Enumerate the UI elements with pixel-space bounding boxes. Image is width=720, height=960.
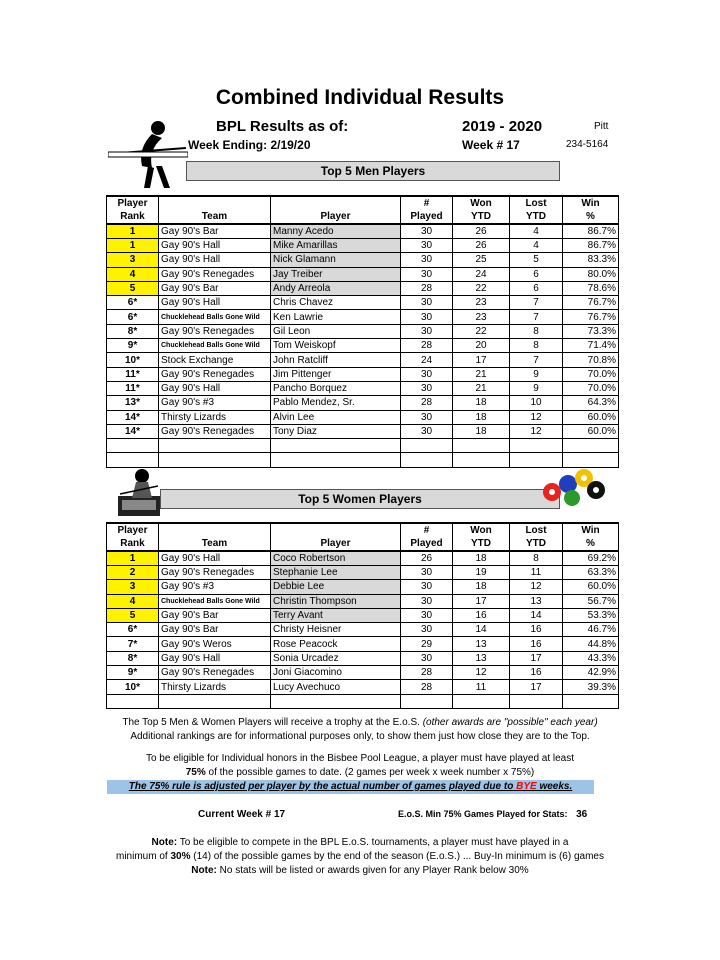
player-rank: 7* xyxy=(107,637,159,651)
note1-line2b: (14) of the possible games by the end of the season (E.o.S.) ... Buy-In minimum is (6) games xyxy=(193,851,604,862)
table-row xyxy=(107,310,619,324)
games-lost: 10 xyxy=(510,396,563,410)
col-lost-top: Lost xyxy=(510,523,563,537)
col-rank-bottom: Rank xyxy=(107,537,159,551)
win-percent: 70.0% xyxy=(563,381,619,395)
team-name: Chucklehead Balls Gone Wild xyxy=(159,594,271,608)
table-row xyxy=(107,353,619,367)
games-lost: 7 xyxy=(510,310,563,324)
games-won: 13 xyxy=(453,651,510,665)
games-won xyxy=(453,694,510,708)
player-rank: 10* xyxy=(107,353,159,367)
player-name: John Ratcliff xyxy=(271,353,401,367)
games-lost: 14 xyxy=(510,608,563,622)
games-played: 30 xyxy=(401,224,453,239)
win-percent: 56.7% xyxy=(563,594,619,608)
team-name xyxy=(159,439,271,453)
win-percent: 86.7% xyxy=(563,239,619,253)
team-name: Stock Exchange xyxy=(159,353,271,367)
player-rank: 9* xyxy=(107,666,159,680)
games-played: 30 xyxy=(401,566,453,580)
week-ending-label: Week Ending: 2/19/20 xyxy=(188,138,311,152)
table-row xyxy=(107,224,619,239)
games-lost: 16 xyxy=(510,666,563,680)
team-name: Gay 90's Hall xyxy=(159,381,271,395)
games-played: 30 xyxy=(401,253,453,267)
games-won: 24 xyxy=(453,267,510,281)
games-won: 26 xyxy=(453,239,510,253)
team-name: Gay 90's Renegades xyxy=(159,324,271,338)
min-games xyxy=(398,809,587,820)
team-name: Chucklehead Balls Gone Wild xyxy=(159,339,271,353)
player-rank: 9* xyxy=(107,339,159,353)
player-rank xyxy=(107,439,159,453)
player-name: Joni Giacomino xyxy=(271,666,401,680)
col-lost-bottom: YTD xyxy=(510,210,563,224)
team-name: Gay 90's Bar xyxy=(159,224,271,239)
team-name: Gay 90's Weros xyxy=(159,637,271,651)
player-rank: 1 xyxy=(107,224,159,239)
col-won-top: Won xyxy=(453,523,510,537)
contact-name: Pitt xyxy=(594,121,609,132)
player-rank: 6* xyxy=(107,623,159,637)
men-results-table xyxy=(106,195,619,468)
week-number-label: Week # 17 xyxy=(462,138,520,152)
games-played: 30 xyxy=(401,651,453,665)
trophy-note-text: The Top 5 Men & Women Players will receive a trophy at the E.o.S. xyxy=(122,717,420,728)
current-week xyxy=(198,809,285,820)
table-row xyxy=(107,253,619,267)
pool-player-illustration xyxy=(108,118,188,190)
table-row xyxy=(107,637,619,651)
pool-balls-icon xyxy=(540,466,608,506)
games-won: 13 xyxy=(453,637,510,651)
player-name: Pablo Mendez, Sr. xyxy=(271,396,401,410)
woman-player-illustration xyxy=(118,468,160,518)
team-name: Gay 90's #3 xyxy=(159,580,271,594)
win-percent: 76.7% xyxy=(563,310,619,324)
win-percent: 53.3% xyxy=(563,608,619,622)
player-name: Tony Diaz xyxy=(271,424,401,438)
games-lost: 7 xyxy=(510,353,563,367)
player-name xyxy=(271,453,401,467)
games-played: 30 xyxy=(401,608,453,622)
table-row xyxy=(107,580,619,594)
games-lost: 5 xyxy=(510,253,563,267)
player-name: Lucy Avechuco xyxy=(271,680,401,694)
col-player: Player xyxy=(271,537,401,551)
table-row xyxy=(107,608,619,622)
games-played: 28 xyxy=(401,281,453,295)
table-row xyxy=(107,680,619,694)
table-row xyxy=(107,623,619,637)
col-win-bottom: % xyxy=(563,537,619,551)
player-rank: 13* xyxy=(107,396,159,410)
win-percent: 60.0% xyxy=(563,424,619,438)
games-won: 18 xyxy=(453,424,510,438)
col-played-top: # xyxy=(401,523,453,537)
col-won-bottom: YTD xyxy=(453,537,510,551)
games-lost: 12 xyxy=(510,424,563,438)
games-lost: 7 xyxy=(510,296,563,310)
player-rank: 11* xyxy=(107,367,159,381)
games-played xyxy=(401,694,453,708)
bye-rule-banner xyxy=(107,780,594,794)
games-played: 30 xyxy=(401,594,453,608)
games-lost: 4 xyxy=(510,224,563,239)
eligibility-line1: To be eligible for Individual honors in the Bisbee Pool League, a player must have played at least xyxy=(145,753,575,764)
col-win-top: Win xyxy=(563,523,619,537)
table-row xyxy=(107,367,619,381)
table-row xyxy=(107,339,619,353)
games-lost: 12 xyxy=(510,580,563,594)
player-name: Pancho Borquez xyxy=(271,381,401,395)
player-rank: 11* xyxy=(107,381,159,395)
games-won: 21 xyxy=(453,367,510,381)
player-name: Stephanie Lee xyxy=(271,566,401,580)
col-rank-bottom: Rank xyxy=(107,210,159,224)
games-played: 30 xyxy=(401,267,453,281)
player-name: Alvin Lee xyxy=(271,410,401,424)
player-name: Nick Glamann xyxy=(271,253,401,267)
team-name: Chucklehead Balls Gone Wild xyxy=(159,310,271,324)
games-lost: 16 xyxy=(510,637,563,651)
team-name: Gay 90's Hall xyxy=(159,551,271,566)
games-lost: 9 xyxy=(510,381,563,395)
win-percent: 70.8% xyxy=(563,353,619,367)
player-rank: 4 xyxy=(107,594,159,608)
player-name xyxy=(271,439,401,453)
col-played-top: # xyxy=(401,196,453,210)
games-won: 11 xyxy=(453,680,510,694)
note1-label: Note: xyxy=(151,837,178,848)
table-row xyxy=(107,566,619,580)
table-row xyxy=(107,694,619,708)
current-week-value: 17 xyxy=(273,809,286,820)
col-win-top: Win xyxy=(563,196,619,210)
games-played: 24 xyxy=(401,353,453,367)
trophy-note-aside: (other awards are "possible" each year) xyxy=(422,717,598,728)
games-won: 18 xyxy=(453,396,510,410)
games-won xyxy=(453,439,510,453)
win-percent: 73.3% xyxy=(563,324,619,338)
team-name: Gay 90's Bar xyxy=(159,281,271,295)
games-lost: 12 xyxy=(510,410,563,424)
games-won: 18 xyxy=(453,580,510,594)
player-name: Jay Treiber xyxy=(271,267,401,281)
player-name: Christy Heisner xyxy=(271,623,401,637)
player-name: Rose Peacock xyxy=(271,637,401,651)
col-won-top: Won xyxy=(453,196,510,210)
games-played: 30 xyxy=(401,239,453,253)
table-row xyxy=(107,381,619,395)
player-name: Jim Pittenger xyxy=(271,367,401,381)
win-percent: 64.3% xyxy=(563,396,619,410)
trophy-note-line2: Additional rankings are for informational purposes only, to show them just how close they are to the Top. xyxy=(130,731,590,742)
player-rank: 1 xyxy=(107,239,159,253)
eligibility-pct: 75% xyxy=(185,767,206,778)
team-name: Gay 90's Renegades xyxy=(159,424,271,438)
games-lost: 6 xyxy=(510,267,563,281)
note1-line2a: minimum of xyxy=(115,851,168,862)
games-lost: 16 xyxy=(510,623,563,637)
games-played: 30 xyxy=(401,296,453,310)
games-played: 30 xyxy=(401,623,453,637)
win-percent: 76.7% xyxy=(563,296,619,310)
team-name: Gay 90's Hall xyxy=(159,253,271,267)
table-row xyxy=(107,551,619,566)
games-won: 18 xyxy=(453,551,510,566)
player-rank: 3 xyxy=(107,253,159,267)
win-percent: 69.2% xyxy=(563,551,619,566)
player-rank: 5 xyxy=(107,281,159,295)
table-row xyxy=(107,324,619,338)
games-lost: 4 xyxy=(510,239,563,253)
games-won: 19 xyxy=(453,566,510,580)
games-won: 26 xyxy=(453,224,510,239)
games-won: 18 xyxy=(453,410,510,424)
player-rank: 1 xyxy=(107,551,159,566)
player-rank: 3 xyxy=(107,580,159,594)
tournament-note xyxy=(0,836,720,878)
player-rank: 6* xyxy=(107,310,159,324)
player-rank: 14* xyxy=(107,410,159,424)
eligibility-line2: of the possible games to date. (2 games per week x week number x 75%) xyxy=(208,767,535,778)
games-played: 30 xyxy=(401,410,453,424)
games-won: 17 xyxy=(453,353,510,367)
games-won xyxy=(453,453,510,467)
col-played-bottom: Played xyxy=(401,210,453,224)
win-percent: 70.0% xyxy=(563,367,619,381)
current-week-label: Current Week # xyxy=(198,809,272,820)
games-won: 16 xyxy=(453,608,510,622)
win-percent: 44.8% xyxy=(563,637,619,651)
player-rank xyxy=(107,453,159,467)
player-name: Manny Acedo xyxy=(271,224,401,239)
games-lost: 8 xyxy=(510,324,563,338)
player-name: Ken Lawrie xyxy=(271,310,401,324)
win-percent: 63.3% xyxy=(563,566,619,580)
team-name: Gay 90's Hall xyxy=(159,296,271,310)
win-percent xyxy=(563,694,619,708)
win-percent: 78.6% xyxy=(563,281,619,295)
win-percent: 43.3% xyxy=(563,651,619,665)
min-games-value: 36 xyxy=(576,809,588,820)
games-played: 30 xyxy=(401,424,453,438)
team-name: Gay 90's Renegades xyxy=(159,267,271,281)
season-label: 2019 - 2020 xyxy=(462,118,543,135)
games-played: 30 xyxy=(401,324,453,338)
player-rank: 6* xyxy=(107,296,159,310)
player-name xyxy=(271,694,401,708)
table-row xyxy=(107,424,619,438)
player-rank xyxy=(107,694,159,708)
games-lost: 8 xyxy=(510,551,563,566)
player-name: Debbie Lee xyxy=(271,580,401,594)
win-percent xyxy=(563,439,619,453)
note1-text: To be eligible to compete in the BPL E.o.S. tournaments, a player must have played in a xyxy=(179,837,569,848)
team-name: Gay 90's Bar xyxy=(159,608,271,622)
team-name: Gay 90's Renegades xyxy=(159,367,271,381)
player-name: Sonia Urcadez xyxy=(271,651,401,665)
games-played: 30 xyxy=(401,310,453,324)
games-lost xyxy=(510,439,563,453)
games-played: 28 xyxy=(401,339,453,353)
games-won: 25 xyxy=(453,253,510,267)
team-name: Gay 90's #3 xyxy=(159,396,271,410)
games-won: 21 xyxy=(453,381,510,395)
team-name: Gay 90's Bar xyxy=(159,623,271,637)
player-name: Christin Thompson xyxy=(271,594,401,608)
player-name: Gil Leon xyxy=(271,324,401,338)
win-percent: 83.3% xyxy=(563,253,619,267)
table-row xyxy=(107,239,619,253)
games-played xyxy=(401,439,453,453)
player-name: Andy Arreola xyxy=(271,281,401,295)
team-name: Gay 90's Renegades xyxy=(159,566,271,580)
col-lost-top: Lost xyxy=(510,196,563,210)
player-rank: 2 xyxy=(107,566,159,580)
col-team: Team xyxy=(159,537,271,551)
win-percent: 46.7% xyxy=(563,623,619,637)
col-win-bottom: % xyxy=(563,210,619,224)
table-row xyxy=(107,410,619,424)
min-games-label: E.o.S. Min 75% Games Played for Stats: xyxy=(398,809,568,819)
games-won: 17 xyxy=(453,594,510,608)
win-percent: 60.0% xyxy=(563,410,619,424)
player-rank: 10* xyxy=(107,680,159,694)
games-played: 29 xyxy=(401,637,453,651)
page-title: Combined Individual Results xyxy=(215,86,505,109)
bye-rule-text: The 75% rule is adjusted per player by the actual number of games played due to xyxy=(128,781,514,792)
player-name: Coco Robertson xyxy=(271,551,401,566)
win-percent: 60.0% xyxy=(563,580,619,594)
win-percent: 71.4% xyxy=(563,339,619,353)
games-won: 22 xyxy=(453,324,510,338)
games-won: 23 xyxy=(453,296,510,310)
women-results-table xyxy=(106,522,619,709)
player-name: Terry Avant xyxy=(271,608,401,622)
team-name: Thirsty Lizards xyxy=(159,410,271,424)
contact-phone: 234-5164 xyxy=(566,139,609,150)
table-row xyxy=(107,439,619,453)
table-row xyxy=(107,267,619,281)
team-name: Thirsty Lizards xyxy=(159,680,271,694)
games-won: 12 xyxy=(453,666,510,680)
games-won: 20 xyxy=(453,339,510,353)
player-rank: 8* xyxy=(107,324,159,338)
player-name: Mike Amarillas xyxy=(271,239,401,253)
games-won: 14 xyxy=(453,623,510,637)
trophy-note xyxy=(0,716,720,744)
games-lost: 11 xyxy=(510,566,563,580)
games-played: 30 xyxy=(401,367,453,381)
note2-label: Note: xyxy=(191,865,217,876)
team-name xyxy=(159,694,271,708)
col-won-bottom: YTD xyxy=(453,210,510,224)
games-lost: 17 xyxy=(510,651,563,665)
games-lost xyxy=(510,694,563,708)
games-played: 26 xyxy=(401,551,453,566)
win-percent: 39.3% xyxy=(563,680,619,694)
table-row xyxy=(107,594,619,608)
games-played: 28 xyxy=(401,396,453,410)
team-name: Gay 90's Hall xyxy=(159,239,271,253)
games-played: 30 xyxy=(401,580,453,594)
note1-pct: 30% xyxy=(170,851,191,862)
note2-text: No stats will be listed or awards given for any Player Rank below 30% xyxy=(219,865,529,876)
win-percent: 42.9% xyxy=(563,666,619,680)
col-lost-bottom: YTD xyxy=(510,537,563,551)
col-rank-top: Player xyxy=(107,523,159,537)
men-section-title: Top 5 Men Players xyxy=(186,161,560,181)
table-row xyxy=(107,666,619,680)
team-name: Gay 90's Hall xyxy=(159,651,271,665)
table-row xyxy=(107,396,619,410)
games-lost: 8 xyxy=(510,339,563,353)
col-rank-top: Player xyxy=(107,196,159,210)
player-rank: 8* xyxy=(107,651,159,665)
team-name: Gay 90's Renegades xyxy=(159,666,271,680)
women-section-title: Top 5 Women Players xyxy=(160,489,560,509)
games-played: 30 xyxy=(401,381,453,395)
win-percent: 86.7% xyxy=(563,224,619,239)
team-name xyxy=(159,453,271,467)
games-won: 23 xyxy=(453,310,510,324)
games-lost: 9 xyxy=(510,367,563,381)
win-percent: 80.0% xyxy=(563,267,619,281)
games-lost: 13 xyxy=(510,594,563,608)
games-played: 28 xyxy=(401,680,453,694)
table-row xyxy=(107,651,619,665)
results-as-of-label: BPL Results as of: xyxy=(216,118,349,135)
bye-highlight: BYE xyxy=(516,781,537,792)
col-team: Team xyxy=(159,210,271,224)
player-name: Tom Weiskopf xyxy=(271,339,401,353)
player-rank: 4 xyxy=(107,267,159,281)
player-name: Chris Chavez xyxy=(271,296,401,310)
bye-rule-end: weeks. xyxy=(539,781,573,792)
eligibility-note xyxy=(0,752,720,780)
games-won: 22 xyxy=(453,281,510,295)
table-row xyxy=(107,281,619,295)
games-lost: 17 xyxy=(510,680,563,694)
player-rank: 14* xyxy=(107,424,159,438)
games-lost: 6 xyxy=(510,281,563,295)
col-player: Player xyxy=(271,210,401,224)
player-rank: 5 xyxy=(107,608,159,622)
col-played-bottom: Played xyxy=(401,537,453,551)
games-played xyxy=(401,453,453,467)
table-row xyxy=(107,296,619,310)
games-played: 28 xyxy=(401,666,453,680)
